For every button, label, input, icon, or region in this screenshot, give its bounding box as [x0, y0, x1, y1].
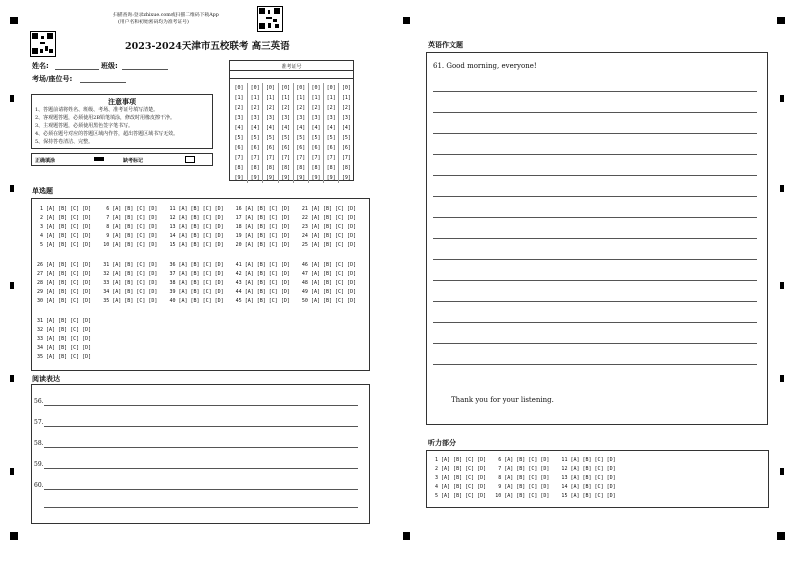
- page-title: 2023-2024天津市五校联考 高三英语: [125, 41, 290, 52]
- admission-digit-bubble[interactable]: [9]: [234, 175, 244, 181]
- admission-digit-bubble[interactable]: [6]: [296, 145, 306, 151]
- admission-digit-column: [293, 83, 308, 183]
- admission-digit-bubble[interactable]: [8]: [265, 165, 275, 171]
- admission-digit-bubble[interactable]: [5]: [341, 135, 351, 141]
- admission-digit-bubble[interactable]: [9]: [250, 175, 260, 181]
- timing-mark: [10, 375, 14, 382]
- admission-digit-bubble[interactable]: [6]: [326, 145, 336, 151]
- admission-digit-bubble[interactable]: [4]: [265, 125, 275, 131]
- answer-bubble-row[interactable]: 3 [A] [B] [C] [D] 8 [A] [B] [C] [D] 13 [A] [B] [C] [D] 18 [A] [B] [C] [D] 23 [A] [B] [C] [D]: [37, 224, 357, 230]
- answer-bubble-row[interactable]: 1 [A] [B] [C] [D] 6 [A] [B] [C] [D] 11 [A] [B] [C] [D] 16 [A] [B] [C] [D] 21 [A] [B] [C] [D]: [37, 206, 357, 212]
- note-item: 4、必须在题号对应的答题区域内作答，超出答题区域书写无效。: [35, 131, 179, 137]
- class-label: 班级:: [101, 62, 118, 70]
- admission-digit-bubble[interactable]: [0]: [296, 85, 306, 91]
- writing-line[interactable]: [433, 112, 757, 113]
- admission-digit-bubble[interactable]: [1]: [341, 95, 351, 101]
- admission-digit-bubble[interactable]: [4]: [296, 125, 306, 131]
- admission-digit-bubble[interactable]: [2]: [281, 105, 291, 111]
- answer-bubble-row[interactable]: 5 [A] [B] [C] [D] 10 [A] [B] [C] [D] 15 [A] [B] [C] [D]: [435, 493, 616, 499]
- admission-digit-bubble[interactable]: [7]: [281, 155, 291, 161]
- writing-line[interactable]: [433, 238, 757, 239]
- answer-bubble-row[interactable]: 4 [A] [B] [C] [D] 9 [A] [B] [C] [D] 14 [A] [B] [C] [D] 19 [A] [B] [C] [D] 24 [A] [B] [C] [D]: [37, 233, 357, 239]
- admission-digit-bubble[interactable]: [0]: [265, 85, 275, 91]
- admission-digit-bubble[interactable]: [3]: [296, 115, 306, 121]
- writing-closing: Thank you for your listening.: [451, 396, 554, 404]
- admission-digit-bubble[interactable]: [7]: [296, 155, 306, 161]
- answer-bubble-row[interactable]: 5 [A] [B] [C] [D] 10 [A] [B] [C] [D] 15 [A] [B] [C] [D] 20 [A] [B] [C] [D] 25 [A] [B] [C] [D]: [37, 242, 357, 248]
- answer-bubble-row[interactable]: 26 [A] [B] [C] [D] 31 [A] [B] [C] [D] 36 [A] [B] [C] [D] 41 [A] [B] [C] [D] 46 [A] [B] [C] [D]: [37, 262, 357, 268]
- answer-bubble-row[interactable]: 29 [A] [B] [C] [D] 34 [A] [B] [C] [D] 39 [A] [B] [C] [D] 44 [A] [B] [C] [D] 49 [A] [B] [C] [D]: [37, 289, 357, 295]
- admission-digit-bubble[interactable]: [8]: [234, 165, 244, 171]
- filled-bubble-icon: [94, 157, 104, 161]
- admission-title: 准考证号: [281, 64, 302, 70]
- admission-digit-bubble[interactable]: [0]: [326, 85, 336, 91]
- registration-mark: [10, 532, 18, 540]
- timing-mark: [10, 95, 14, 102]
- answer-bubble-row[interactable]: 35 [A] [B] [C] [D]: [37, 354, 92, 360]
- admission-digit-bubble[interactable]: [0]: [341, 85, 351, 91]
- class-field[interactable]: [122, 69, 168, 70]
- answer-bubble-row[interactable]: 3 [A] [B] [C] [D] 8 [A] [B] [C] [D] 13 [A] [B] [C] [D]: [435, 475, 616, 481]
- seat-field[interactable]: [80, 82, 126, 83]
- answer-line[interactable]: [44, 468, 358, 469]
- answer-bubble-row[interactable]: 2 [A] [B] [C] [D] 7 [A] [B] [C] [D] 12 [A] [B] [C] [D] 17 [A] [B] [C] [D] 22 [A] [B] [C] [D]: [37, 215, 357, 221]
- admission-digit-column: [338, 83, 353, 183]
- admission-digit-column: [278, 83, 293, 183]
- admission-digit-bubble[interactable]: [1]: [265, 95, 275, 101]
- admission-digit-bubble[interactable]: [9]: [265, 175, 275, 181]
- listening-title: 听力部分: [428, 439, 456, 447]
- reading-item-number: 56.: [34, 398, 44, 405]
- timing-mark: [780, 282, 784, 289]
- answer-bubble-row[interactable]: 33 [A] [B] [C] [D]: [37, 336, 92, 342]
- admission-digit-bubble[interactable]: [1]: [296, 95, 306, 101]
- name-label: 姓名:: [32, 62, 49, 70]
- admission-digit-bubble[interactable]: [0]: [281, 85, 291, 91]
- admission-digit-bubble[interactable]: [7]: [265, 155, 275, 161]
- admission-digit-bubble[interactable]: [7]: [234, 155, 244, 161]
- note-item: 3、主观题答题，必须使用黑色签字笔书写。: [35, 123, 134, 129]
- answer-line[interactable]: [44, 507, 358, 508]
- admission-digit-bubble[interactable]: [3]: [281, 115, 291, 121]
- writing-line[interactable]: [433, 91, 757, 92]
- admission-digit-bubble[interactable]: [2]: [296, 105, 306, 111]
- answer-bubble-row[interactable]: 2 [A] [B] [C] [D] 7 [A] [B] [C] [D] 12 [A] [B] [C] [D]: [435, 466, 616, 472]
- registration-mark: [403, 17, 410, 24]
- registration-mark: [777, 17, 785, 24]
- admission-digit-bubble[interactable]: [1]: [234, 95, 244, 101]
- admission-digit-bubble[interactable]: [6]: [281, 145, 291, 151]
- admission-digit-bubble[interactable]: [6]: [341, 145, 351, 151]
- admission-digit-bubble[interactable]: [6]: [234, 145, 244, 151]
- admission-digit-bubble[interactable]: [5]: [265, 135, 275, 141]
- admission-digit-bubble[interactable]: [2]: [326, 105, 336, 111]
- notes-title: 注意事项: [108, 98, 136, 106]
- registration-mark: [10, 17, 18, 24]
- reading-item-number: 60.: [34, 482, 44, 489]
- writing-title: 英语作文题: [428, 41, 463, 49]
- notes-box: [31, 94, 213, 149]
- admission-digit-bubble[interactable]: [0]: [311, 85, 321, 91]
- admission-digit-bubble[interactable]: [8]: [281, 165, 291, 171]
- admission-digit-bubble[interactable]: [2]: [250, 105, 260, 111]
- writing-prompt: 61. Good morning, everyone!: [433, 62, 537, 70]
- fill-label: 正确填涂: [35, 158, 56, 164]
- admission-digit-bubble[interactable]: [9]: [311, 175, 321, 181]
- reading-item-number: 58.: [34, 440, 44, 447]
- admission-digit-bubble[interactable]: [7]: [250, 155, 260, 161]
- single-choice-title: 单选题: [32, 187, 53, 195]
- writing-line[interactable]: [433, 175, 757, 176]
- answer-bubble-row[interactable]: 34 [A] [B] [C] [D]: [37, 345, 92, 351]
- admission-digit-bubble[interactable]: [2]: [311, 105, 321, 111]
- fill-example-box: [31, 153, 213, 166]
- answer-line[interactable]: [44, 489, 358, 490]
- admission-digit-bubble[interactable]: [1]: [281, 95, 291, 101]
- admission-digit-column: [323, 83, 338, 183]
- note-item: 1、答题前请将姓名、班级、考场、准考证号填写清楚。: [35, 107, 159, 113]
- admission-digit-bubble[interactable]: [0]: [250, 85, 260, 91]
- admission-digit-bubble[interactable]: [7]: [326, 155, 336, 161]
- admission-digit-bubble[interactable]: [9]: [326, 175, 336, 181]
- timing-mark: [780, 185, 784, 192]
- seat-label: 考场/座位号:: [32, 75, 73, 83]
- admission-digit-column: [308, 83, 323, 183]
- admission-digit-bubble[interactable]: [5]: [250, 135, 260, 141]
- answer-bubble-row[interactable]: 30 [A] [B] [C] [D] 35 [A] [B] [C] [D] 40 [A] [B] [C] [D] 45 [A] [B] [C] [D] 50 [A] [B] [C] [D]: [37, 298, 357, 304]
- admission-digit-column: [232, 83, 246, 183]
- admission-digit-bubble[interactable]: [5]: [311, 135, 321, 141]
- answer-bubble-row[interactable]: 31 [A] [B] [C] [D]: [37, 318, 92, 324]
- answer-line[interactable]: [44, 405, 358, 406]
- admission-digit-bubble[interactable]: [5]: [326, 135, 336, 141]
- admission-digit-bubble[interactable]: [9]: [341, 175, 351, 181]
- writing-box: [426, 52, 768, 425]
- admission-digit-bubble[interactable]: [0]: [234, 85, 244, 91]
- admission-digit-bubble[interactable]: [6]: [311, 145, 321, 151]
- admission-digit-bubble[interactable]: [2]: [265, 105, 275, 111]
- admission-digit-bubble[interactable]: [6]: [265, 145, 275, 151]
- writing-line[interactable]: [433, 196, 757, 197]
- registration-mark: [403, 532, 410, 540]
- listening-box: [426, 450, 769, 508]
- reading-title: 阅读表达: [32, 375, 60, 383]
- admission-digit-bubble[interactable]: [6]: [250, 145, 260, 151]
- answer-bubble-row[interactable]: 1 [A] [B] [C] [D] 6 [A] [B] [C] [D] 11 [A] [B] [C] [D]: [435, 457, 616, 463]
- answer-bubble-row[interactable]: 32 [A] [B] [C] [D]: [37, 327, 92, 333]
- admission-digit-bubble[interactable]: [5]: [296, 135, 306, 141]
- admission-digit-bubble[interactable]: [1]: [250, 95, 260, 101]
- admission-digit-bubble[interactable]: [9]: [281, 175, 291, 181]
- answer-bubble-row[interactable]: 28 [A] [B] [C] [D] 33 [A] [B] [C] [D] 38 [A] [B] [C] [D] 43 [A] [B] [C] [D] 48 [A] [B] [C] [D]: [37, 280, 357, 286]
- admission-digit-bubble[interactable]: [8]: [341, 165, 351, 171]
- timing-mark: [10, 468, 14, 475]
- admission-digit-bubble[interactable]: [1]: [326, 95, 336, 101]
- answer-bubble-row[interactable]: 4 [A] [B] [C] [D] 9 [A] [B] [C] [D] 14 [A] [B] [C] [D]: [435, 484, 616, 490]
- note-item: 5、保持答卷清洁、完整。: [35, 139, 94, 145]
- writing-line[interactable]: [433, 322, 757, 323]
- admission-digit-bubble[interactable]: [3]: [234, 115, 244, 121]
- missing-checkbox[interactable]: [185, 156, 195, 163]
- note-item: 2、客观题答题，必须使用2B铅笔填涂，修改时用橡皮擦干净。: [35, 115, 176, 121]
- timing-mark: [780, 468, 784, 475]
- timing-mark: [10, 185, 14, 192]
- registration-mark: [777, 532, 785, 540]
- answer-bubble-row[interactable]: 27 [A] [B] [C] [D] 32 [A] [B] [C] [D] 37 [A] [B] [C] [D] 42 [A] [B] [C] [D] 47 [A] [B] [C] [D]: [37, 271, 357, 277]
- scan-notice-sub: (用户名和初始密码均为准考证号): [118, 20, 189, 25]
- writing-line[interactable]: [433, 280, 757, 281]
- admission-digit-bubble[interactable]: [4]: [326, 125, 336, 131]
- writing-line[interactable]: [433, 217, 757, 218]
- admission-digit-bubble[interactable]: [8]: [296, 165, 306, 171]
- single-choice-box: [31, 198, 370, 371]
- admission-digit-bubble[interactable]: [3]: [250, 115, 260, 121]
- admission-digit-bubble[interactable]: [8]: [326, 165, 336, 171]
- admission-digit-bubble[interactable]: [3]: [265, 115, 275, 121]
- admission-digit-bubble[interactable]: [8]: [250, 165, 260, 171]
- timing-mark: [780, 95, 784, 102]
- admission-digit-bubble[interactable]: [3]: [326, 115, 336, 121]
- reading-box: [31, 384, 370, 524]
- admission-digit-bubble[interactable]: [8]: [311, 165, 321, 171]
- admission-digit-bubble[interactable]: [2]: [234, 105, 244, 111]
- name-field[interactable]: [55, 69, 99, 70]
- admission-digit-bubble[interactable]: [4]: [281, 125, 291, 131]
- admission-digit-bubble[interactable]: [3]: [341, 115, 351, 121]
- admission-digit-column: [247, 83, 262, 183]
- qr-code-icon: [30, 31, 56, 57]
- answer-line[interactable]: [44, 426, 358, 427]
- admission-digit-bubble[interactable]: [7]: [311, 155, 321, 161]
- scan-notice: 扫描查询:登录zhixue.com或扫描二维码下载App: [113, 13, 219, 18]
- admission-number-grid: [229, 60, 354, 181]
- writing-line[interactable]: [433, 259, 757, 260]
- writing-line[interactable]: [433, 364, 757, 365]
- admission-digit-bubble[interactable]: [4]: [234, 125, 244, 131]
- admission-digit-bubble[interactable]: [7]: [341, 155, 351, 161]
- writing-line[interactable]: [433, 154, 757, 155]
- admission-digit-bubble[interactable]: [2]: [341, 105, 351, 111]
- writing-line[interactable]: [433, 133, 757, 134]
- admission-digit-bubble[interactable]: [4]: [341, 125, 351, 131]
- timing-mark: [780, 375, 784, 382]
- reading-item-number: 57.: [34, 419, 44, 426]
- writing-line[interactable]: [433, 301, 757, 302]
- admission-digit-bubble[interactable]: [4]: [250, 125, 260, 131]
- writing-line[interactable]: [433, 343, 757, 344]
- admission-digit-bubble[interactable]: [3]: [311, 115, 321, 121]
- missing-label: 缺考标记: [123, 158, 144, 164]
- timing-mark: [10, 282, 14, 289]
- admission-digit-bubble[interactable]: [5]: [281, 135, 291, 141]
- answer-line[interactable]: [44, 447, 358, 448]
- admission-digit-bubble[interactable]: [1]: [311, 95, 321, 101]
- admission-digit-bubble[interactable]: [5]: [234, 135, 244, 141]
- admission-digit-bubble[interactable]: [9]: [296, 175, 306, 181]
- reading-item-number: 59.: [34, 461, 44, 468]
- qr-code-icon: [257, 6, 283, 32]
- admission-digit-bubble[interactable]: [4]: [311, 125, 321, 131]
- admission-digit-column: [262, 83, 277, 183]
